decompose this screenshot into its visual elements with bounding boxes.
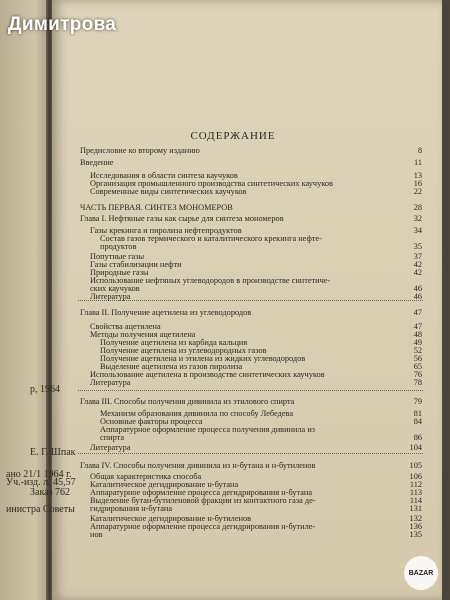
- toc-entry: [0, 378, 450, 389]
- toc-entry-title: Предисловие ко второму изданию: [80, 146, 200, 155]
- toc-entry-title: ЧАСТЬ ПЕРВАЯ. СИНТЕЗ МОНОМЕРОВ: [80, 203, 233, 212]
- toc-entry-page: 42: [413, 268, 422, 277]
- toc-title: СОДЕРЖАНИЕ: [190, 130, 276, 142]
- toc-entry-title: Использование ацетилена в производстве синтетических каучуков: [90, 370, 325, 379]
- toc-entry-title: продуктов: [100, 242, 137, 251]
- toc-entry-page: 37: [413, 252, 422, 261]
- toc-entry-title: гидрирования н-бутана: [90, 504, 173, 513]
- toc-entry-title: Литература: [90, 292, 131, 301]
- toc-entry-title: Глава IV. Способы получения дивинила из н-бутана и н-бутиленов: [80, 461, 316, 470]
- toc-entry-title: Литература: [90, 443, 131, 452]
- toc-entry-title: Использование нефтяных углеводородов в производстве синтетиче-: [90, 276, 331, 285]
- toc-entry-page: 13: [413, 171, 422, 180]
- toc-entry-title: нов: [90, 530, 103, 539]
- toc-entry: [0, 397, 450, 408]
- toc-entry-page: 132: [409, 514, 422, 523]
- toc-entry-page: 47: [413, 322, 422, 331]
- toc-entry-page: 46: [413, 292, 422, 301]
- toc-entry-page: 56: [413, 354, 422, 363]
- left-page-line: Е. Г. Шпак: [30, 447, 76, 458]
- toc-entry-page: 113: [409, 488, 422, 497]
- toc-entry-title: Газы крекинга и пиролиза нефтепродуктов: [90, 226, 242, 235]
- toc-entry-page: 84: [413, 417, 422, 426]
- toc-entry-title: Литература: [90, 378, 131, 387]
- toc-entry-title: Получение ацетилена и этилена из жидких углеводородов: [100, 354, 306, 363]
- left-page-line: ано 21/1 1964 г.: [6, 469, 72, 480]
- toc-entry-title: Попутные газы: [90, 252, 145, 261]
- left-page-line: р, 1964: [30, 384, 60, 395]
- toc-entry-title: Глава II. Получение ацетилена из углеводородов: [80, 308, 252, 317]
- toc-entry-title: ских каучуков: [90, 284, 140, 293]
- toc-entry-title: Основные факторы процесса: [100, 417, 203, 426]
- toc-entry-page: 42: [413, 260, 422, 269]
- toc-entry-page: 86: [413, 433, 422, 442]
- toc-entry-page: 112: [409, 480, 422, 489]
- toc-entry-title: Современные виды синтетических каучуков: [90, 187, 247, 196]
- toc-entry-page: 8: [417, 146, 422, 155]
- toc-entry-title: Газы стабилизации нефти: [90, 260, 182, 269]
- toc-entry-page: 47: [413, 308, 422, 317]
- toc-entry-page: 76: [413, 370, 422, 379]
- toc-entry-page: 32: [413, 214, 422, 223]
- toc-entry: [0, 530, 450, 541]
- toc-entry-page: 34: [413, 226, 422, 235]
- toc-entry: [0, 187, 450, 198]
- toc-entry-title: Общая характеристика способа: [90, 472, 202, 481]
- toc-entry-title: Выделение ацетилена из газов пиролиза: [100, 362, 243, 371]
- toc-entry-title: Свойства ацетилена: [90, 322, 161, 331]
- toc-entry-title: Аппаратурное оформление процесса дегидрирования н-бутиле-: [90, 522, 316, 531]
- toc-entry-page: 104: [409, 443, 422, 452]
- toc-entry-page: 35: [413, 242, 422, 251]
- left-page-line: инистра Советы: [6, 504, 75, 515]
- toc-entry: [0, 292, 450, 303]
- toc-entry: [0, 461, 450, 472]
- toc-entry-title: Методы получения ацетилена: [90, 330, 196, 339]
- toc-entry-title: Каталитическое дегидрирование н-бутиленов: [90, 514, 252, 523]
- seller-watermark: Димитрова: [8, 14, 117, 35]
- toc-entry-page: 81: [413, 409, 422, 418]
- toc-entry-title: Получение ацетилена из углеводородных газов: [100, 346, 267, 355]
- toc-entry-page: 65: [413, 362, 422, 371]
- toc-entry-page: 16: [413, 179, 422, 188]
- toc-entry-page: 106: [409, 472, 422, 481]
- toc-entry-page: 11: [414, 158, 422, 167]
- toc-entry-page: 49: [413, 338, 422, 347]
- toc-entry-title: Выделение бутан-бутиленовой фракции из контактного газа де-: [90, 496, 316, 505]
- toc-entry-page: 105: [409, 461, 422, 470]
- toc-entry-title: Введение: [80, 158, 114, 167]
- toc-entry-title: Аппаратурное оформление процесса дегидрирования н-бутана: [90, 488, 313, 497]
- toc-entry: [0, 308, 450, 319]
- toc-entry-title: Механизм образования дивинила по способу Лебедева: [100, 409, 293, 418]
- toc-entry-page: 114: [409, 496, 422, 505]
- toc-entry-title: Глава I. Нефтяные газы как сырье для синтеза мономеров: [80, 214, 284, 223]
- toc-entry-page: 48: [413, 330, 422, 339]
- toc-entry-title: Получение ацетилена из карбида кальция: [100, 338, 248, 347]
- toc-entry: [0, 443, 450, 454]
- toc-entry-title: Организация промышленного производства синтетических каучуков: [90, 179, 333, 188]
- toc-entry-page: 46: [413, 284, 422, 293]
- toc-entry-title: Состав газов термического и каталитического крекинга нефте-: [100, 234, 322, 243]
- toc-entry-page: 135: [409, 530, 422, 539]
- toc-entry: [0, 158, 450, 169]
- toc-entry-page: 131: [409, 504, 422, 513]
- toc-entry-title: Каталитическое дегидрирование н-бутана: [90, 480, 239, 489]
- toc-entry: [0, 203, 450, 214]
- toc-entry-page: 28: [413, 203, 422, 212]
- toc-entry-page: 22: [413, 187, 422, 196]
- toc-entry-title: Аппаратурное оформление процесса получения дивинила из: [100, 425, 316, 434]
- toc-entry: [0, 214, 450, 225]
- toc-entry-title: Природные газы: [90, 268, 149, 277]
- toc-entry-page: 79: [413, 397, 422, 406]
- left-page-line: Уч.-изд. л. 45,57: [6, 477, 76, 488]
- toc-entry-page: 78: [413, 378, 422, 387]
- toc-entry-page: 136: [409, 522, 422, 531]
- marketplace-badge: BAZAR: [404, 556, 438, 590]
- toc-entry: [0, 146, 450, 157]
- toc-entry-title: Глава III. Способы получения дивинила из этилового спирта: [80, 397, 295, 406]
- toc-entry-title: Исследования в области синтеза каучуков: [90, 171, 238, 180]
- toc-entry-page: 52: [413, 346, 422, 355]
- left-page-line: Заказ 762: [30, 487, 71, 498]
- toc-entry-title: спирта: [100, 433, 125, 442]
